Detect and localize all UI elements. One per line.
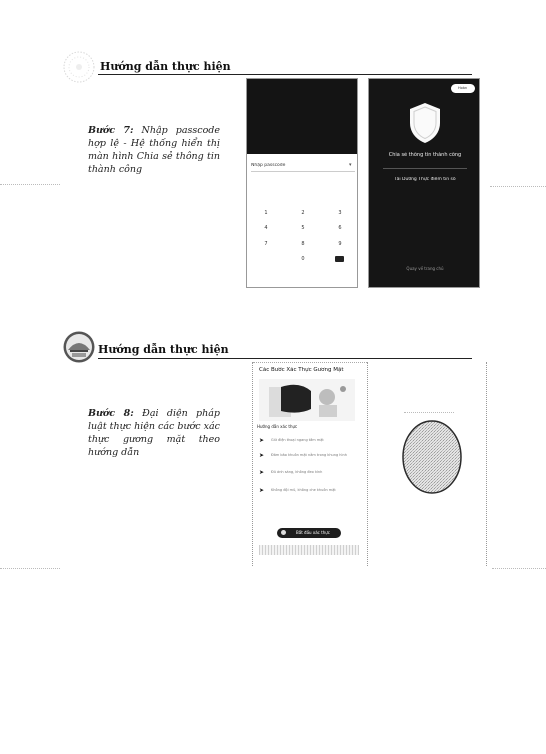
section-header-title: Hướng dẫn thực hiện <box>100 60 231 73</box>
phone-screen-passcode <box>246 78 358 288</box>
bullet-arrow-icon: ➤ <box>259 437 265 444</box>
phone-border-right <box>486 362 487 566</box>
screen-title: Các Bước Xác Thực Gương Mặt <box>259 367 344 373</box>
list-item <box>257 467 357 479</box>
list-item <box>257 435 357 447</box>
keypad-key-7[interactable]: 7 <box>264 241 268 247</box>
keypad-key-0[interactable]: 0 <box>301 256 305 262</box>
emblem-icon <box>62 330 96 364</box>
step-7-description <box>88 124 220 176</box>
dark-top-area <box>247 79 358 154</box>
keypad-key-3[interactable]: 3 <box>338 210 342 216</box>
list-item <box>257 450 357 462</box>
close-badge[interactable] <box>451 84 475 93</box>
step-text: Đại diện pháp luật thực hiện các bước xác thực gương mặt theo hướng dẫn <box>88 408 221 458</box>
backspace-icon[interactable] <box>335 256 344 262</box>
shield-icon <box>407 101 443 145</box>
info-placeholder <box>383 168 467 169</box>
scan-artifact-line <box>0 568 60 569</box>
info-line: Tài Dương Thực điểm tin số <box>394 177 456 182</box>
face-scan-oval <box>401 419 463 495</box>
scan-artifact-line <box>490 186 546 187</box>
success-title: Chia sẻ thông tin thành công <box>388 152 462 158</box>
face-illustration <box>259 379 355 421</box>
list-item <box>257 485 357 497</box>
step-label: Bước 8: <box>88 408 134 419</box>
guide-item-2: Đảm bảo khuôn mặt nằm trong khung hình <box>271 453 347 457</box>
bullet-arrow-icon: ➤ <box>259 452 265 459</box>
section-header-title: Hướng dẫn thực hiện <box>98 343 229 356</box>
start-verification-button[interactable] <box>277 528 341 538</box>
keypad-key-9[interactable]: 9 <box>338 241 342 247</box>
keypad-key-8[interactable]: 8 <box>301 241 305 247</box>
step-8-description <box>88 407 220 459</box>
keypad-key-1[interactable]: 1 <box>264 210 268 216</box>
bullet-arrow-icon: ➤ <box>259 487 265 494</box>
keypad-key-4[interactable]: 4 <box>264 225 268 231</box>
scan-artifact-line <box>492 568 546 569</box>
emblem-icon <box>62 50 96 84</box>
phone-screen-share-success <box>368 78 480 288</box>
phone-border-top <box>253 362 367 363</box>
step-label: Bước 7: <box>88 125 134 136</box>
guide-item-3: Đủ ánh sáng, không đeo kính <box>271 470 323 474</box>
passcode-input[interactable]: Nhập passcode <box>251 163 286 168</box>
guide-item-1: Giữ điện thoại ngang tầm mặt <box>271 438 324 442</box>
chevron-down-icon: ▾ <box>349 162 352 168</box>
keypad-key-5[interactable]: 5 <box>301 225 305 231</box>
keypad-key-6[interactable]: 6 <box>338 225 342 231</box>
scan-header-line <box>404 412 454 413</box>
keypad-key-2[interactable]: 2 <box>301 210 305 216</box>
header-rule <box>98 358 472 359</box>
input-underline <box>251 171 355 172</box>
guide-heading: Hướng dẫn xác thực <box>257 424 298 429</box>
phone-screen-face-scan <box>374 362 486 566</box>
footer-link[interactable]: Quay về trang chủ <box>406 266 444 271</box>
start-button-label: Bắt đầu xác thực <box>296 530 330 535</box>
header-rule <box>98 74 472 75</box>
guide-item-4: Không đội mũ, không che khuôn mặt <box>271 488 336 492</box>
badge-label: Hoàn <box>458 86 468 90</box>
bullet-arrow-icon: ➤ <box>259 469 265 476</box>
scan-artifact-line <box>0 184 60 185</box>
phone-border-right <box>367 362 368 566</box>
phone-border-left <box>252 362 253 566</box>
step-text: Nhập passcode hợp lệ - Hệ thống hiển thị màn hình Chia sẻ thông tin thành công <box>88 125 220 175</box>
bottom-noise <box>259 545 359 555</box>
phone-screen-face-steps <box>253 362 367 566</box>
camera-icon <box>281 530 286 535</box>
